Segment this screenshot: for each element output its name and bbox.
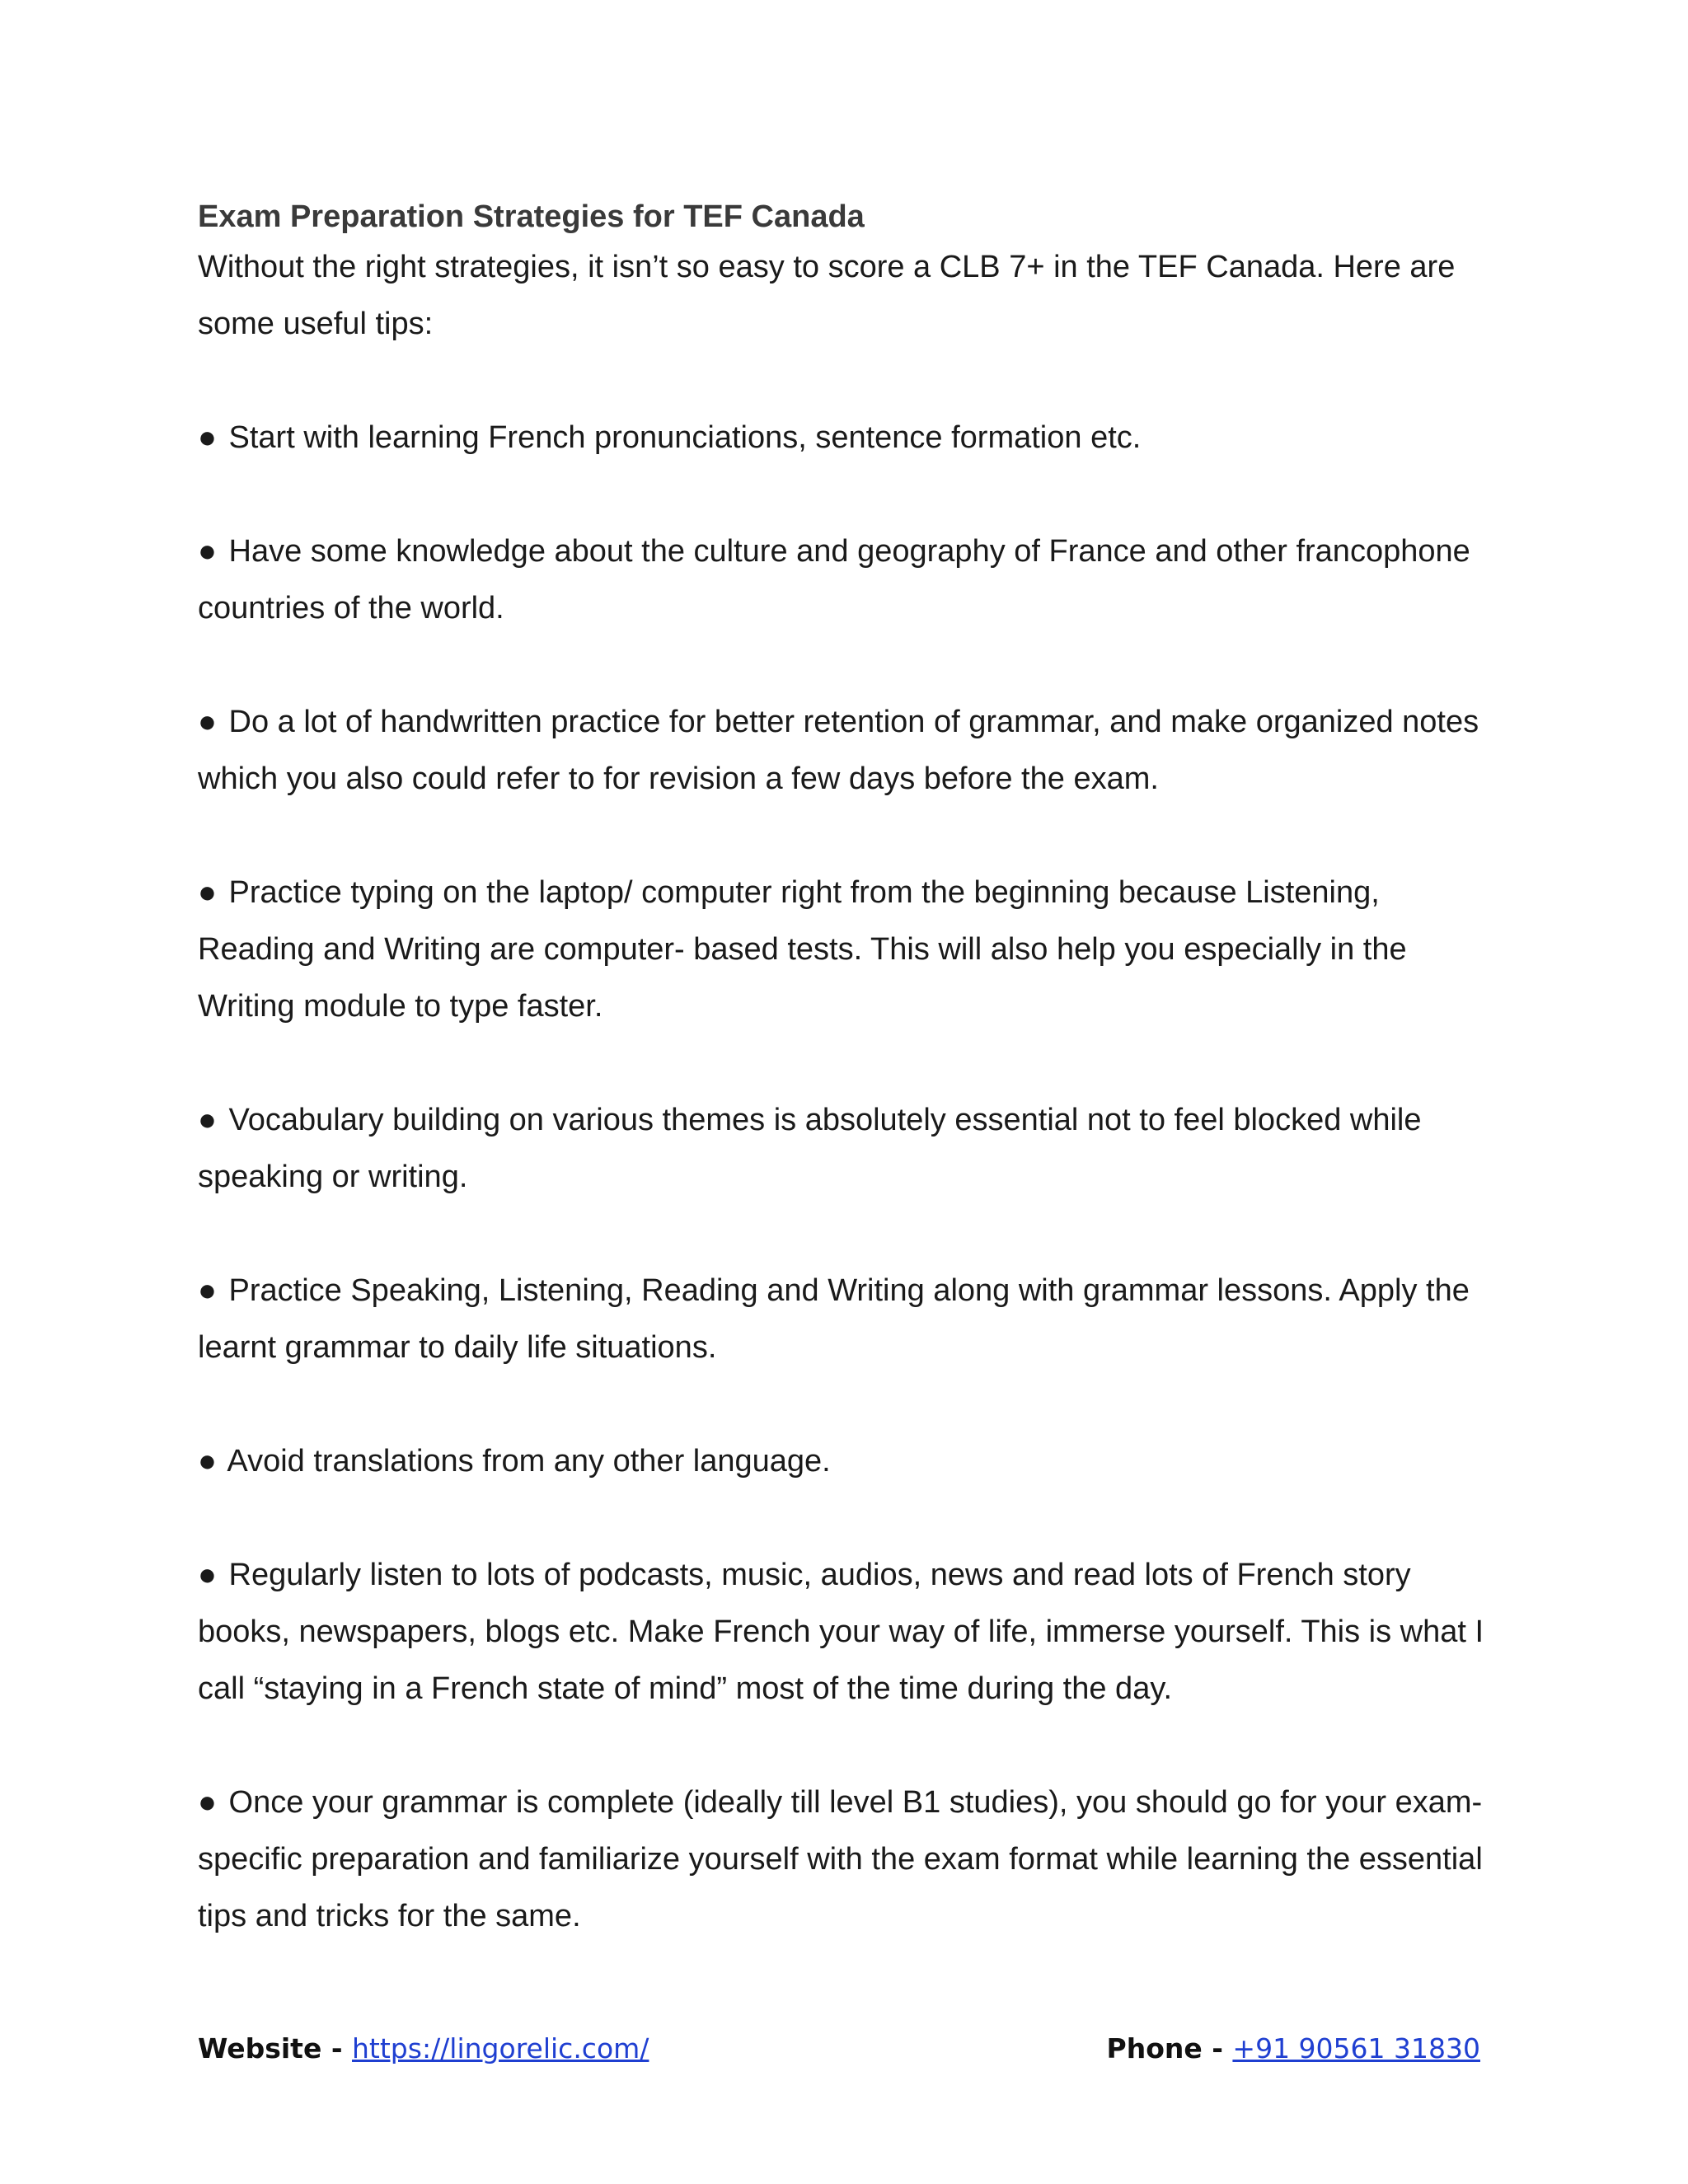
tip-item [198, 1263, 1500, 1376]
bullet-icon: ● [198, 420, 217, 455]
tip-text: Once your grammar is complete (ideally till level B1 studies), you should go for your exam- specific preparation and familiarize yourself with the exam format while learning the essential tips and tricks for the same. [198, 1785, 1483, 1933]
tip-text: Do a lot of handwritten practice for better retention of grammar, and make organized notes which you also could refer to for revision a few days before the exam. [198, 705, 1479, 796]
website-label: Website - [198, 2032, 353, 2064]
website-link[interactable]: https://lingorelic.com/ [352, 2032, 649, 2064]
bullet-icon: ● [198, 1273, 217, 1308]
phone-label: Phone - [1106, 2032, 1233, 2064]
tip-text: Practice typing on the laptop/ computer right from the beginning because Listening, Reading and Writing are computer- based tests. This will also help you especially in the Writing module to type faster. [198, 875, 1407, 1024]
tip-item [198, 523, 1500, 637]
intro-paragraph: Without the right strategies, it isn’t so easy to score a CLB 7+ in the TEF Canada. Here are some useful tips: [198, 250, 1456, 341]
tip-item [198, 1092, 1500, 1206]
tip-text: Start with learning French pronunciations, sentence formation etc. [228, 420, 1142, 455]
tips-list [198, 410, 1500, 1945]
tip-text: Vocabulary building on various themes is absolutely essential not to feel blocked while speaking or writing. [198, 1103, 1422, 1194]
tip-item [198, 1547, 1500, 1718]
bullet-icon: ● [198, 705, 217, 739]
tip-item [198, 1433, 1500, 1490]
tip-item [198, 410, 1500, 466]
phone-link[interactable]: +91 90561 31830 [1232, 2032, 1480, 2064]
tip-item [198, 694, 1500, 808]
page-footer [198, 2031, 1480, 2067]
bullet-icon: ● [198, 875, 217, 910]
tip-item [198, 865, 1500, 1035]
tip-text: Practice Speaking, Listening, Reading and Writing along with grammar lessons. Apply the learnt grammar to daily life situations. [198, 1273, 1470, 1365]
tip-text: Have some knowledge about the culture and geography of France and other francophone countries of the world. [198, 534, 1470, 626]
bullet-icon: ● [198, 1444, 217, 1479]
footer-phone [1107, 2031, 1480, 2067]
tip-text: Avoid translations from any other language. [227, 1444, 831, 1479]
bullet-icon: ● [198, 1558, 217, 1592]
footer-website [198, 2031, 649, 2067]
document-content [198, 194, 1500, 2002]
bullet-icon: ● [198, 1785, 217, 1820]
bullet-icon: ● [198, 534, 217, 569]
tip-text: Regularly listen to lots of podcasts, music, audios, news and read lots of French story books, newspapers, blogs etc. Make French your way of life, immerse yourself. This is what I call “staying in a French state of mind” most of the time during the day. [198, 1558, 1484, 1706]
document-heading: Exam Preparation Strategies for TEF Canada [198, 199, 865, 234]
tip-item [198, 1774, 1500, 1945]
bullet-icon: ● [198, 1103, 217, 1137]
